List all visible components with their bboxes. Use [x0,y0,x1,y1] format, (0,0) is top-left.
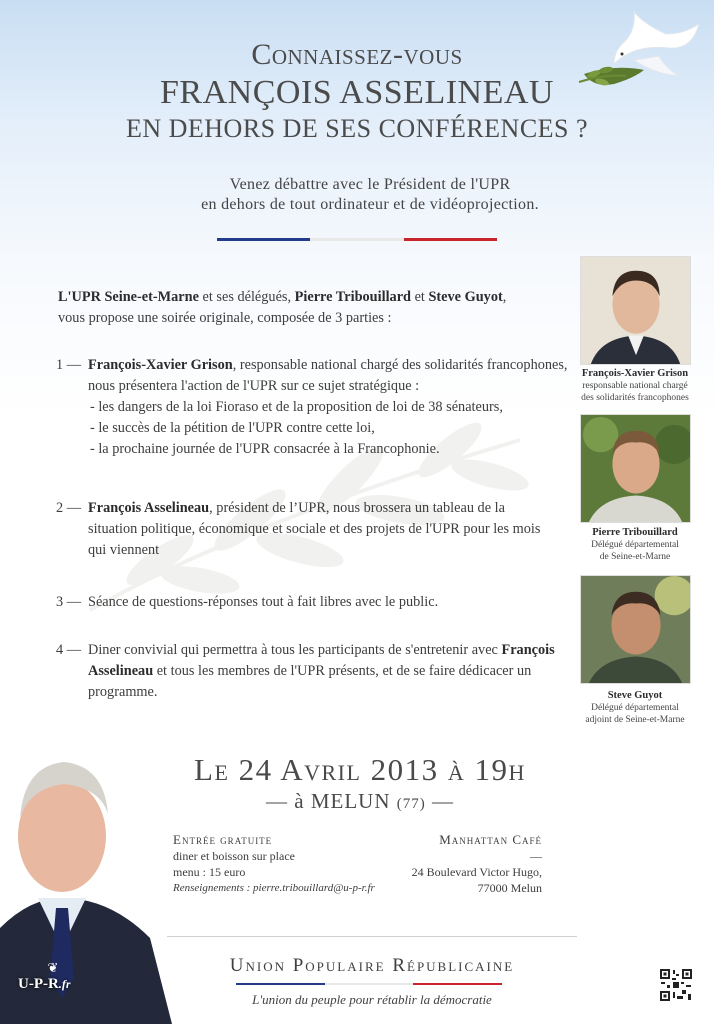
program-item-1 [56,355,576,460]
intro-text-2: , [502,289,507,305]
tricolor-divider [217,238,497,241]
person-role: adjoint de Seine-et-Marne [585,715,685,725]
item-number: 3 — [56,594,82,610]
event-info-right [390,832,542,896]
org-name: Union Populaire Républicaine [229,955,515,976]
bullet-item: - le succès de la pétition de l'UPR contre cette loi, [90,420,375,436]
intro-line-2: vous propose une soirée originale, composée de 3 parties : [58,310,392,326]
item-text: Séance de questions-réponses tout à fait libres avec le public. [88,594,439,610]
subtitle-line-1: Venez débattre avec le Président de l'UPR [229,176,511,193]
qr-code-icon[interactable] [659,968,693,1002]
intro-org: L'UPR Seine-et-Marne [58,289,199,305]
event-dept: (77) [396,796,426,812]
program-item-2 [56,498,556,561]
item-number: 1 — [56,357,82,373]
venue-name: Manhattan Café [439,832,542,847]
item-text: et tous les membres de l'UPR présents, et de se faire dédicacer un programme. [88,663,532,700]
bullet-item: - la prochaine journée de l'UPR consacrée à la Francophonie. [90,441,440,457]
title-line-3: EN DEHORS DE SES CONFÉRENCES ? [125,114,589,143]
event-info-left [173,832,403,896]
venue-address-1: 24 Boulevard Victor Hugo, [411,865,542,879]
food-label: diner et boisson sur place [173,849,295,863]
subtitle-line-2: en dehors de tout ordinateur et de vidéoprojection. [201,196,539,213]
venue-separator: — [530,849,542,863]
person-role: responsable national chargé [582,381,688,391]
bullet-item: - les dangers de la loi Fioraso et de la proposition de loi de 38 sénateurs, [90,399,503,415]
person-role: Délégué départemental [591,540,679,550]
intro-text-1: et ses délégués, [198,289,295,305]
person-role: de Seine-et-Marne [599,552,671,562]
person-name: Pierre Tribouillard [592,527,678,538]
program-item-4 [56,640,556,703]
logo-suffix: .fr [58,977,71,991]
title-line-1: Connaissez-vous [251,38,463,71]
logo-olive-icon: ❦ [47,960,59,975]
item-number: 2 — [56,500,82,516]
org-slogan: L'union du peuple pour rétablir la démocratie [252,992,492,1007]
event-place [150,789,570,814]
entry-label: Entrée gratuite [173,832,273,847]
item-speaker: François Asselineau [88,642,555,679]
title-line-2: FRANÇOIS ASSELINEAU [160,74,554,111]
footer-divider [167,936,577,937]
intro-delegate-2: Steve Guyot [428,289,503,305]
upr-logo [18,960,88,1010]
intro-paragraph [58,287,568,329]
footer-tricolor [236,983,502,985]
caption-person-2 [560,527,710,563]
item-text: , président de l’UPR, nous brossera un tableau de la situation politique, économique et sociale et des projets de l'UPR pour les mois qui viennent [88,500,541,558]
photo-francois-xavier-grison [580,256,691,365]
intro-text-and: et [411,289,429,305]
program-item-3 [56,592,576,613]
photo-pierre-tribouillard [580,414,691,523]
item-speaker: François-Xavier Grison [88,357,233,373]
logo-text: U-P-R [18,976,59,992]
item-text: Diner convivial qui permettra à tous les participants de s'entretenir avec [88,642,502,658]
caption-person-3 [560,690,710,726]
event-city: — à MELUN [266,789,391,813]
caption-person-1 [560,368,710,404]
photo-steve-guyot [580,575,691,684]
contact-link[interactable]: Renseignements : pierre.tribouillard@u-p-r.fr [173,882,375,894]
intro-delegate-1: Pierre Tribouillard [294,289,411,305]
menu-label: menu : 15 euro [173,865,246,879]
person-name: Steve Guyot [607,690,663,701]
event-date: Le 24 Avril 2013 à 19h [194,752,526,787]
item-number: 4 — [56,642,82,658]
event-city-end: — [425,789,454,813]
item-speaker: François Asselineau [88,500,210,516]
item-text: , responsable national chargé des solidarités francophones, nous présentera l'action de l'UPR sur ce sujet stratégique : [88,357,568,394]
person-role: des solidarités francophones [581,393,689,403]
person-role: Délégué départemental [591,703,679,713]
venue-address-2: 77000 Melun [477,881,542,895]
person-name: François-Xavier Grison [581,368,689,379]
